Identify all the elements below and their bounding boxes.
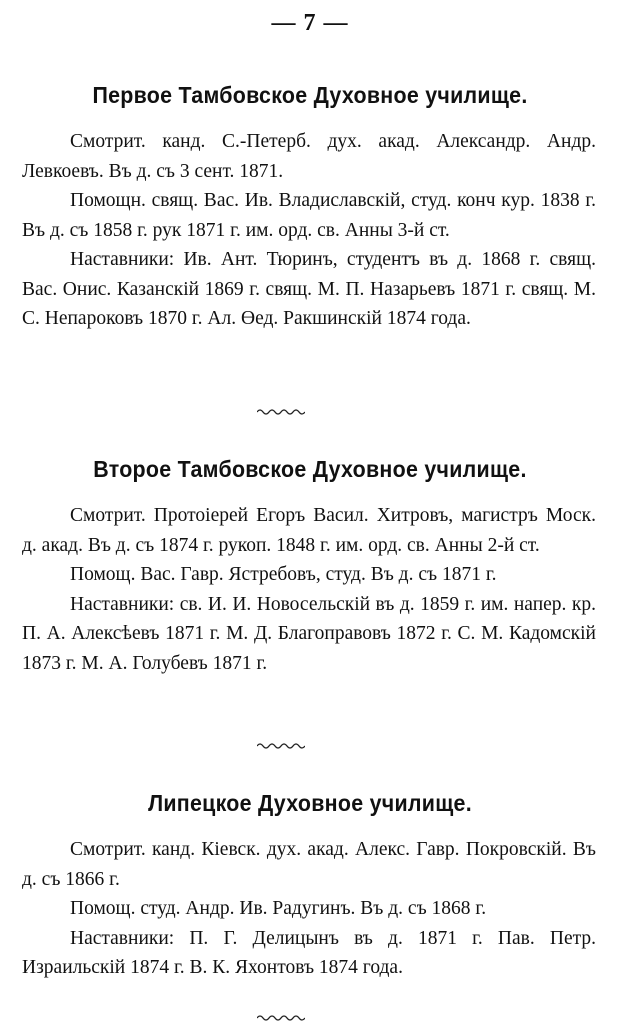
section-second-tambov xyxy=(0,456,620,678)
entry-assistant: Помощ. Вас. Гавр. Ястребовъ, студ. Въ д. съ 1871 г. xyxy=(70,564,497,585)
entry-teachers: Наставники: св. И. И. Новосельскій въ д. 1859 г. им. напер. кр. П. А. Алексѣевъ 1871 г. М. Д. Благоправовъ 1872 г. С. М. Кадомскій 1873 г. М. А. Голубевъ 1871 г. xyxy=(22,593,596,674)
ornament-divider xyxy=(257,1014,305,1022)
ornament-divider xyxy=(257,408,305,416)
entry-teachers: Наставники: Ив. Ант. Тюринъ, студентъ въ д. 1868 г. свящ. Вас. Онис. Казанскій 1869 г. свящ. М. П. Назарьевъ 1871 г. свящ. М. С. Непароковъ 1870 г. Ал. Өед. Ракшинскій 1874 года. xyxy=(22,249,596,329)
entry-assistant: Помощ. студ. Андр. Ив. Радугинъ. Въ д. съ 1868 г. xyxy=(70,898,487,919)
entry-inspector: Смотрит. канд. С.-Петерб. дух. акад. Александр. Андр. Левкоевъ. Въ д. съ 3 сент. 1871. xyxy=(22,131,596,182)
section-title: Второе Тамбовское Духовное училище. xyxy=(93,456,527,482)
page-number: — 7 — xyxy=(271,10,349,36)
entry-assistant: Помощн. свящ. Вас. Ив. Владиславскій, студ. конч кур. 1838 г. Въ д. съ 1858 г. рук 1871 г. им. орд. св. Анны 3-й ст. xyxy=(22,190,596,241)
entry-inspector: Смотрит. Протоіерей Егоръ Васил. Хитровъ, магистръ Моск. д. акад. Въ д. съ 1874 г. рукоп. 1848 г. им. орд. св. Анны 2-й ст. xyxy=(22,505,596,556)
entry-inspector: Смотрит. канд. Кіевск. дух. акад. Алекс. Гавр. Покровскій. Въ д. съ 1866 г. xyxy=(22,839,596,890)
section-entries xyxy=(0,127,620,334)
section-entries xyxy=(0,501,620,678)
section-entries xyxy=(0,835,620,983)
section-lipetsk xyxy=(0,790,620,983)
ornament-divider xyxy=(257,742,305,750)
entry-teachers: Наставники: П. Г. Делицынъ въ д. 1871 г. Пав. Петр. Израильскій 1874 г. В. К. Яхонтовъ 1874 года. xyxy=(22,927,596,978)
section-first-tambov xyxy=(0,82,620,334)
section-title: Первое Тамбовское Духовное училище. xyxy=(92,82,528,108)
section-title: Липецкое Духовное училище. xyxy=(148,790,472,816)
